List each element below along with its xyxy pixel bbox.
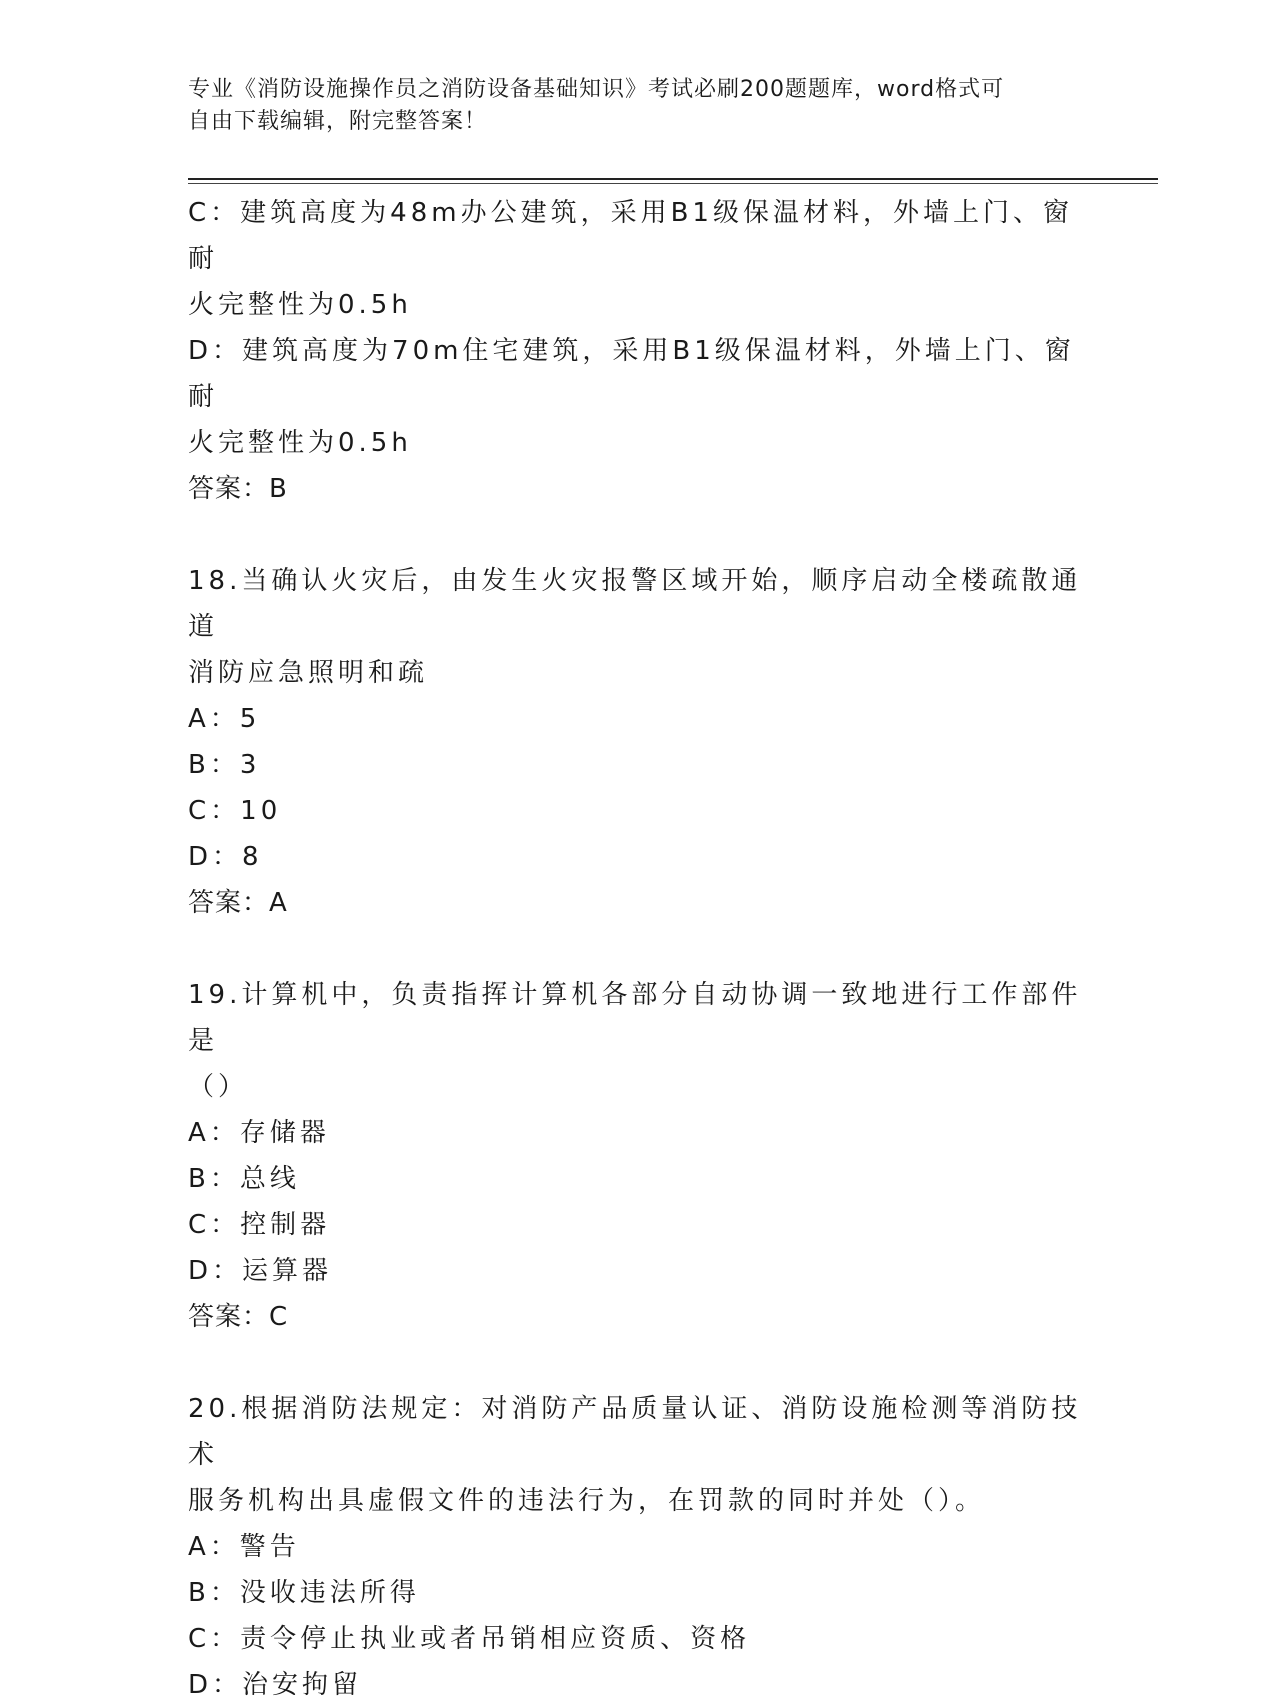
question-18-stem-line-1: 18.当确认火灾后，由发生火灾报警区域开始，顺序启动全楼疏散通道 bbox=[188, 566, 1082, 642]
question-20-option-c: C：责令停止执业或者吊销相应资质、资格 bbox=[188, 1624, 751, 1654]
spacer bbox=[188, 512, 1088, 558]
header-title-line-2: 自由下载编辑，附完整答案！ bbox=[188, 109, 488, 134]
question-19-option-b: B：总线 bbox=[188, 1164, 300, 1194]
option-d-line-1: D：建筑高度为70m住宅建筑，采用B1级保温材料，外墙上门、窗耐 bbox=[188, 336, 1075, 412]
header-rule-thin bbox=[188, 183, 1158, 184]
question-20-stem-line-1: 20.根据消防法规定：对消防产品质量认证、消防设施检测等消防技术 bbox=[188, 1394, 1082, 1470]
question-19-option-d: D：运算器 bbox=[188, 1256, 333, 1286]
spacer bbox=[188, 1340, 1088, 1386]
question-18-option-a: A：5 bbox=[188, 704, 261, 734]
option-c-line-1: C：建筑高度为48m办公建筑，采用B1级保温材料，外墙上门、窗耐 bbox=[188, 198, 1073, 274]
question-20-option-d: D：治安拘留 bbox=[188, 1670, 363, 1700]
answer-18: 答案：A bbox=[188, 888, 288, 918]
question-19-option-c: C：控制器 bbox=[188, 1210, 331, 1240]
question-18-stem-line-2: 消防应急照明和疏 bbox=[188, 658, 429, 688]
answer-17: 答案：B bbox=[188, 474, 288, 504]
question-19 bbox=[188, 972, 1088, 1340]
question-19-option-a: A：存储器 bbox=[188, 1118, 330, 1148]
spacer bbox=[188, 926, 1088, 972]
question-18-option-d: D：8 bbox=[188, 842, 263, 872]
question-19-stem-line-1: 19.计算机中，负责指挥计算机各部分自动协调一致地进行工作部件是 bbox=[188, 980, 1082, 1056]
question-17-continued bbox=[188, 190, 1088, 512]
question-20-option-b: B：没收违法所得 bbox=[188, 1578, 420, 1608]
question-18-option-c: C：10 bbox=[188, 796, 282, 826]
header-rule-thick bbox=[188, 178, 1158, 180]
question-20-stem-line-2: 服务机构出具虚假文件的违法行为，在罚款的同时并处（）。 bbox=[188, 1486, 986, 1516]
question-18-option-b: B：3 bbox=[188, 750, 261, 780]
question-19-stem-line-2: （） bbox=[188, 1072, 249, 1102]
option-d-line-2: 火完整性为0.5h bbox=[188, 428, 412, 458]
document-body bbox=[188, 190, 1088, 1708]
option-c-line-2: 火完整性为0.5h bbox=[188, 290, 412, 320]
question-20-option-a: A：警告 bbox=[188, 1532, 300, 1562]
question-18 bbox=[188, 558, 1088, 926]
document-header bbox=[188, 74, 1088, 138]
question-20 bbox=[188, 1386, 1088, 1708]
answer-19: 答案：C bbox=[188, 1302, 289, 1332]
header-title-line-1: 专业《消防设施操作员之消防设备基础知识》考试必刷200题题库，word格式可 bbox=[188, 77, 1005, 102]
